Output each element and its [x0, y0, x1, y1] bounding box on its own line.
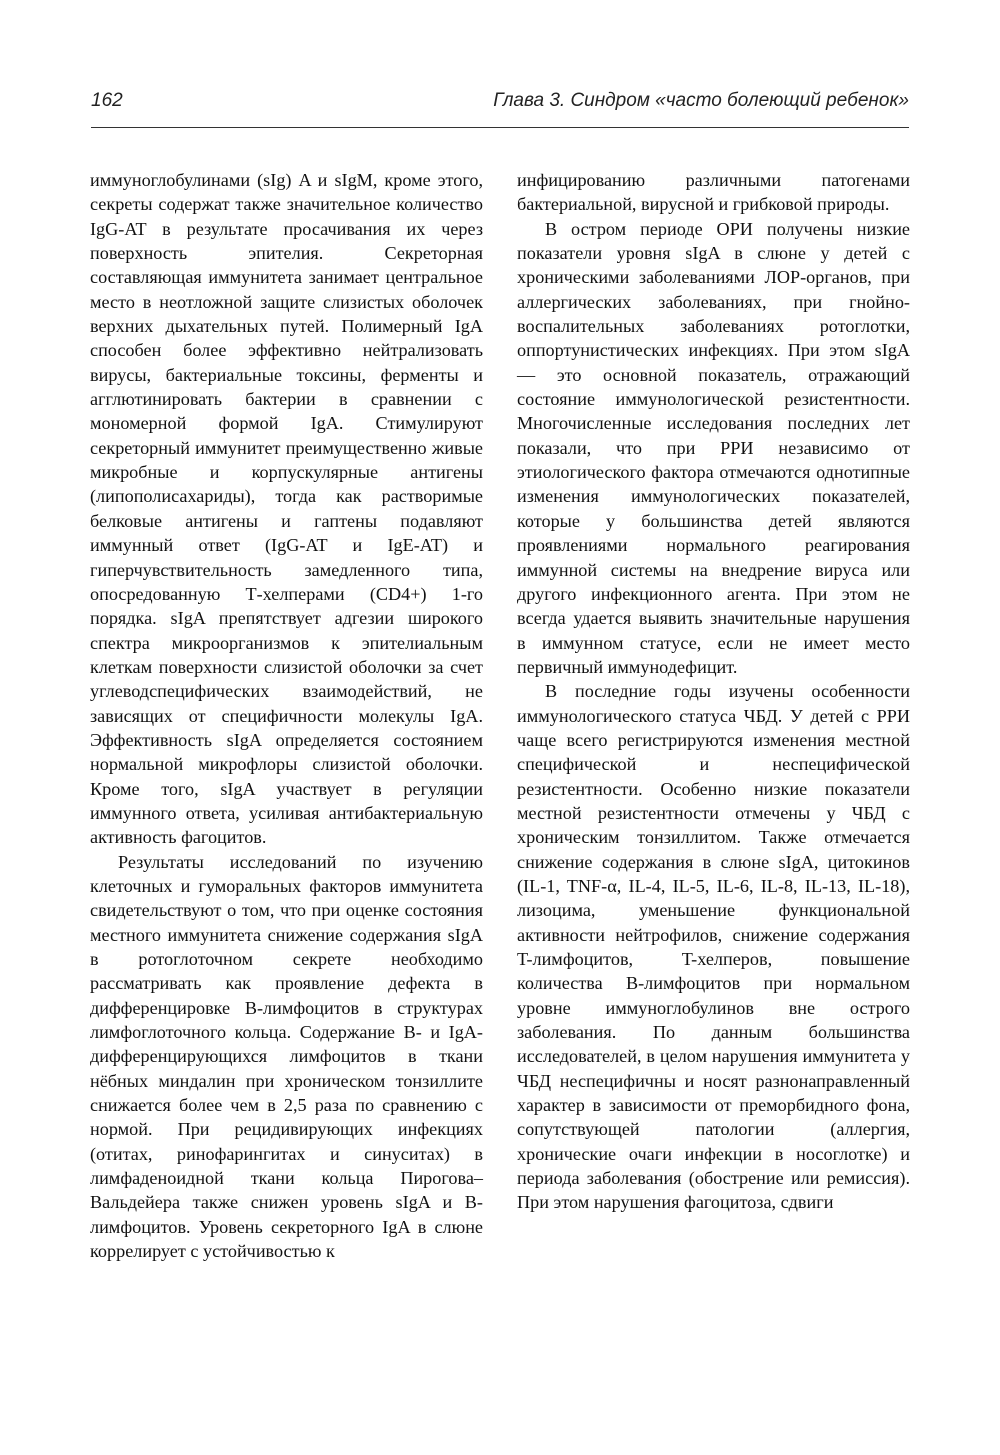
- left-column: [90, 168, 483, 1263]
- paragraph: В остром периоде ОРИ получены низкие показатели уровня sIgA в слюне у детей с хроническими заболеваниями ЛОР-органов, при аллергических заболеваниях, при гнойно-воспалительных заболеваниях ротоглотки, оппортунистических инфекциях. При этом sIgA — это основной показатель, отражающий состояние иммунологической резистентности. Многочисленные исследования последних лет показали, что при РРИ независимо от этиологического фактора отмечаются однотипные изменения иммунологических показателей, которые у большинства детей являются проявлениями нормального реагирования иммунной системы на внедрение вируса или другого инфекционного агента. При этом не всегда удается выявить значительные нарушения в иммунном статусе, если не имеет место первичный иммунодефицит.: [517, 218, 910, 677]
- paragraph: Результаты исследований по изучению клеточных и гуморальных факторов иммунитета свидетельствуют о том, что при оценке состояния местного иммунитета снижение содержания sIgA в ротоглоточном секрете необходимо рассматривать как проявление дефекта в дифференцировке B-лимфоцитов в структурах лимфоглоточного кольца. Содержание B- и IgA-дифференцирующихся лимфоцитов в ткани нёбных миндалин при хроническом тонзиллите снижается более чем в 2,5 раза по сравнению с нормой. При рецидивирующих инфекциях (отитах, ринофарингитах и синуситах) в лимфаденоидной ткани кольца Пирогова–Вальдейера также снижен уровень sIgA и B-лимфоцитов. Уровень секреторного IgA в слюне коррелирует с устойчивостью к: [90, 851, 483, 1262]
- right-column: [517, 168, 910, 1215]
- paragraph: иммуноглобулинами (sIg) A и sIgM, кроме этого, секреты содержат также значительное количество IgG-AT в результате просачивания их через поверхность эпителия. Секреторная составляющая иммунитета занимает центральное место в неотложной защите слизистых оболочек верхних дыхательных путей. Полимерный IgA способен более эффективно нейтрализовать вирусы, бактериальные токсины, ферменты и агглютинировать бактерии в сравнении с мономерной формой IgA. Стимулируют секреторный иммунитет преимущественно живые микробные и корпускулярные антигены (липополисахариды), тогда как растворимые белковые антигены и гаптены подавляют иммунный ответ (IgG-AT и IgE-AT) и гиперчувствительность замедленного типа, опосредованную Т-хелперами (CD4+) 1-го порядка. sIgA препятствует адгезии широкого спектра микроорганизмов к эпителиальным клеткам поверхности слизистой оболочки за счет углеводспецифических взаимодействий, не зависящих от специфичности молекулы IgA. Эффективность sIgA определяется состоянием нормальной микрофлоры слизистой оболочки. Кроме того, sIgA участвует в регуляции иммунного ответа, усиливая антибактериальную активность фагоцитов.: [90, 170, 483, 848]
- running-title: Глава 3. Синдром «часто болеющий ребенок»: [493, 90, 909, 111]
- page-number: 162: [91, 90, 123, 111]
- paragraph: В последние годы изучены особенности иммунологического статуса ЧБД. У детей с РРИ чаще всего регистрируются изменения местной специфической и неспецифической резистентности. Особенно низкие показатели местной резистентности отмечены у ЧБД с хроническим тонзиллитом. Также отмечается снижение содержания в слюне sIgA, цитокинов (IL-1, TNF-α, IL-4, IL-5, IL-6, IL-8, IL-13, IL-18), лизоцима, уменьшение функциональной активности нейтрофилов, снижение содержания T-лимфоцитов, T-хелперов, повышение количества B-лимфоцитов при нормальном уровне иммуноглобулинов вне острого заболевания. По данным большинства исследователей, в целом нарушения иммунитета у ЧБД неспецифичны и носят разнонаправленный характер в зависимости от преморбидного фона, сопутствующей патологии (аллергия, хронические очаги инфекции в носоглотке) и периода заболевания (обострение или ремиссия). При этом нарушения фагоцитоза, сдвиги: [517, 681, 910, 1213]
- paragraph: инфицированию различными патогенами бактериальной, вирусной и грибковой природы.: [517, 170, 910, 215]
- page-header: [91, 90, 909, 122]
- header-rule: [91, 127, 909, 128]
